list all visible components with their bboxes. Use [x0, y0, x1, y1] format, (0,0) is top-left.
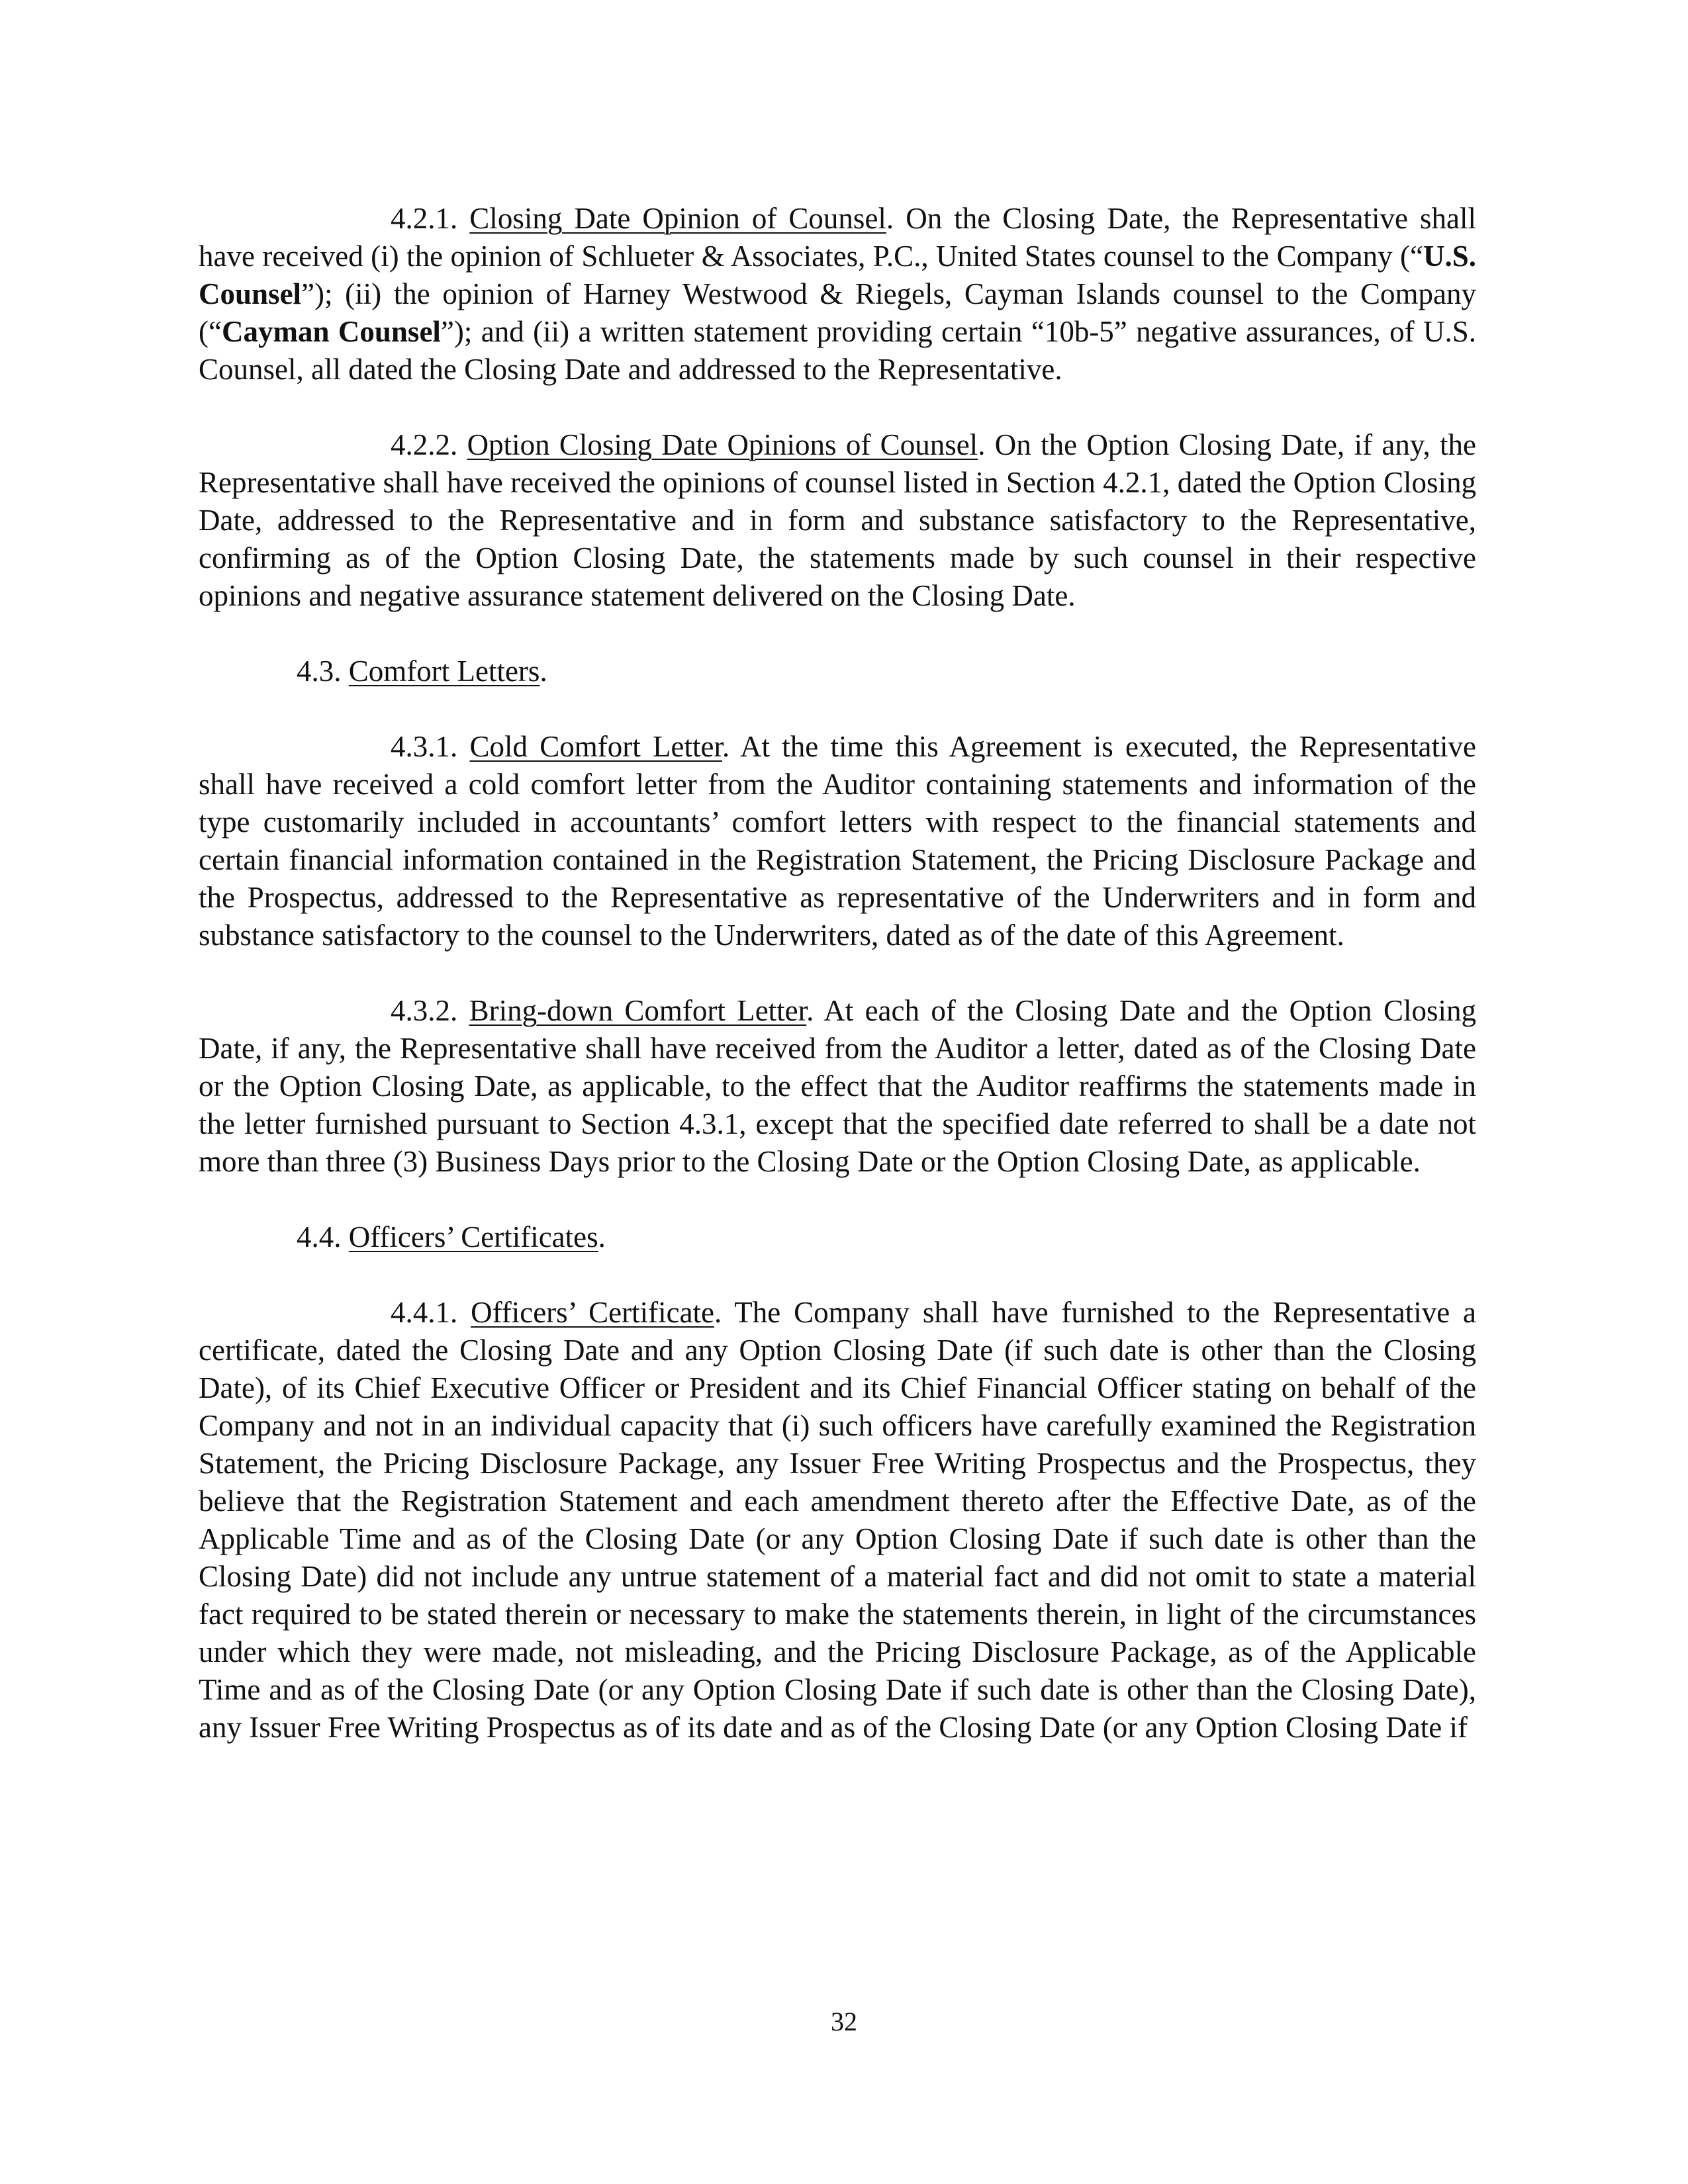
paragraph-gap: [199, 388, 1476, 426]
section-text: . The Company shall have furnished to the Representative a certificate, dated the Closing Date and any Option Closing Date (if such date is other than the Closing Date), of its Chief Executive Officer or President and its Chief Financial Officer stating on behalf of the Company and not in an individual capacity that (i) such officers have carefully examined the Registration Statement, the Pricing Disclosure Package, any Issuer Free Writing Prospectus and the Prospectus, they believe that the Registration Statement and each amendment thereto after the Effective Date, as of the Applicable Time and as of the Closing Date (or any Option Closing Date if such date is other than the Closing Date) did not include any untrue statement of a material fact and did not omit to state a material fact required to be stated therein or necessary to make the statements therein, in light of the circumstances under which they were made, not misleading, and the Pricing Disclosure Package, as of the Applicable Time and as of the Closing Date (or any Option Closing Date if such date is other than the Closing Date), any Issuer Free Writing Prospectus as of its date and as of the Closing Date (or any Option Closing Date if: [199, 1296, 1477, 1744]
section-4-3-1: [199, 728, 1476, 954]
section-4-4-1: [199, 1294, 1476, 1747]
section-text: .: [598, 1220, 606, 1253]
section-heading: Cold Comfort Letter: [469, 730, 722, 763]
section-heading: Bring-down Comfort Letter: [469, 994, 807, 1027]
section-text: ”); and (ii) a written statement providing certain “10b-5” negative assurances, of U.S. Counsel, all dated the Closing Date and addressed to the Representative.: [199, 315, 1476, 386]
section-heading: Option Closing Date Opinions of Counsel: [467, 428, 978, 461]
defined-term: Cayman Counsel: [221, 315, 441, 348]
section-text: ”); (ii) the opinion of Harney Westwood & Riegels, Cayman Islands counsel to the Company (“: [199, 277, 1476, 348]
defined-term: U.S. Counsel: [199, 240, 1476, 310]
section-text: . On the Option Closing Date, if any, the Representative shall have received the opinions of counsel listed in Section 4.2.1, dated the Option Closing Date, addressed to the Representative and in form and substance satisfactory to the Representative, confirming as of the Option Closing Date, the statements made by such counsel in their respective opinions and negative assurance statement delivered on the Closing Date.: [199, 428, 1477, 612]
section-4-3: [199, 653, 1476, 690]
page-number: 32: [831, 2007, 857, 2036]
paragraph-gap: [199, 690, 1476, 728]
section-heading: Officers’ Certificate: [471, 1296, 715, 1329]
section-text: . On the Closing Date, the Representative shall have received (i) the opinion of Schlueter & Associates, P.C., United States counsel to the Company (“: [199, 202, 1476, 273]
section-4-4: [199, 1218, 1476, 1256]
section-number: 4.3.2.: [391, 994, 458, 1027]
section-heading: Comfort Letters: [348, 655, 540, 688]
section-4-3-2: [199, 992, 1476, 1181]
section-number: 4.2.1.: [391, 202, 458, 235]
section-heading: Closing Date Opinion of Counsel: [469, 202, 886, 235]
paragraph-gap: [199, 1256, 1476, 1294]
section-number: 4.4.1.: [391, 1296, 458, 1329]
section-heading: Officers’ Certificates: [348, 1220, 598, 1253]
paragraph-gap: [199, 1181, 1476, 1218]
section-4-2-2: [199, 426, 1476, 615]
section-4-2-1: [199, 200, 1476, 388]
section-text: . At each of the Closing Date and the Option Closing Date, if any, the Representative shall have received from the Auditor a letter, dated as of the Closing Date or the Option Closing Date, as applicable, to the effect that the Auditor reaffirms the statements made in the letter furnished pursuant to Section 4.3.1, except that the specified date referred to shall be a date not more than three (3) Business Days prior to the Closing Date or the Option Closing Date, as applicable.: [199, 994, 1477, 1178]
section-number: 4.4.: [297, 1220, 342, 1253]
paragraph-gap: [199, 615, 1476, 653]
document-body: [199, 200, 1476, 1747]
section-number: 4.3.: [297, 655, 342, 688]
section-number: 4.2.2.: [391, 428, 458, 461]
section-text: . At the time this Agreement is executed, the Representative shall have received a cold comfort letter from the Auditor containing statements and information of the type customarily included in accountants’ comfort letters with respect to the financial statements and certain financial information contained in the Registration Statement, the Pricing Disclosure Package and the Prospectus, addressed to the Representative as representative of the Underwriters and in form and substance satisfactory to the counsel to the Underwriters, dated as of the date of this Agreement.: [199, 730, 1477, 952]
paragraph-gap: [199, 954, 1476, 992]
section-text: .: [539, 655, 547, 688]
section-number: 4.3.1.: [391, 730, 458, 763]
